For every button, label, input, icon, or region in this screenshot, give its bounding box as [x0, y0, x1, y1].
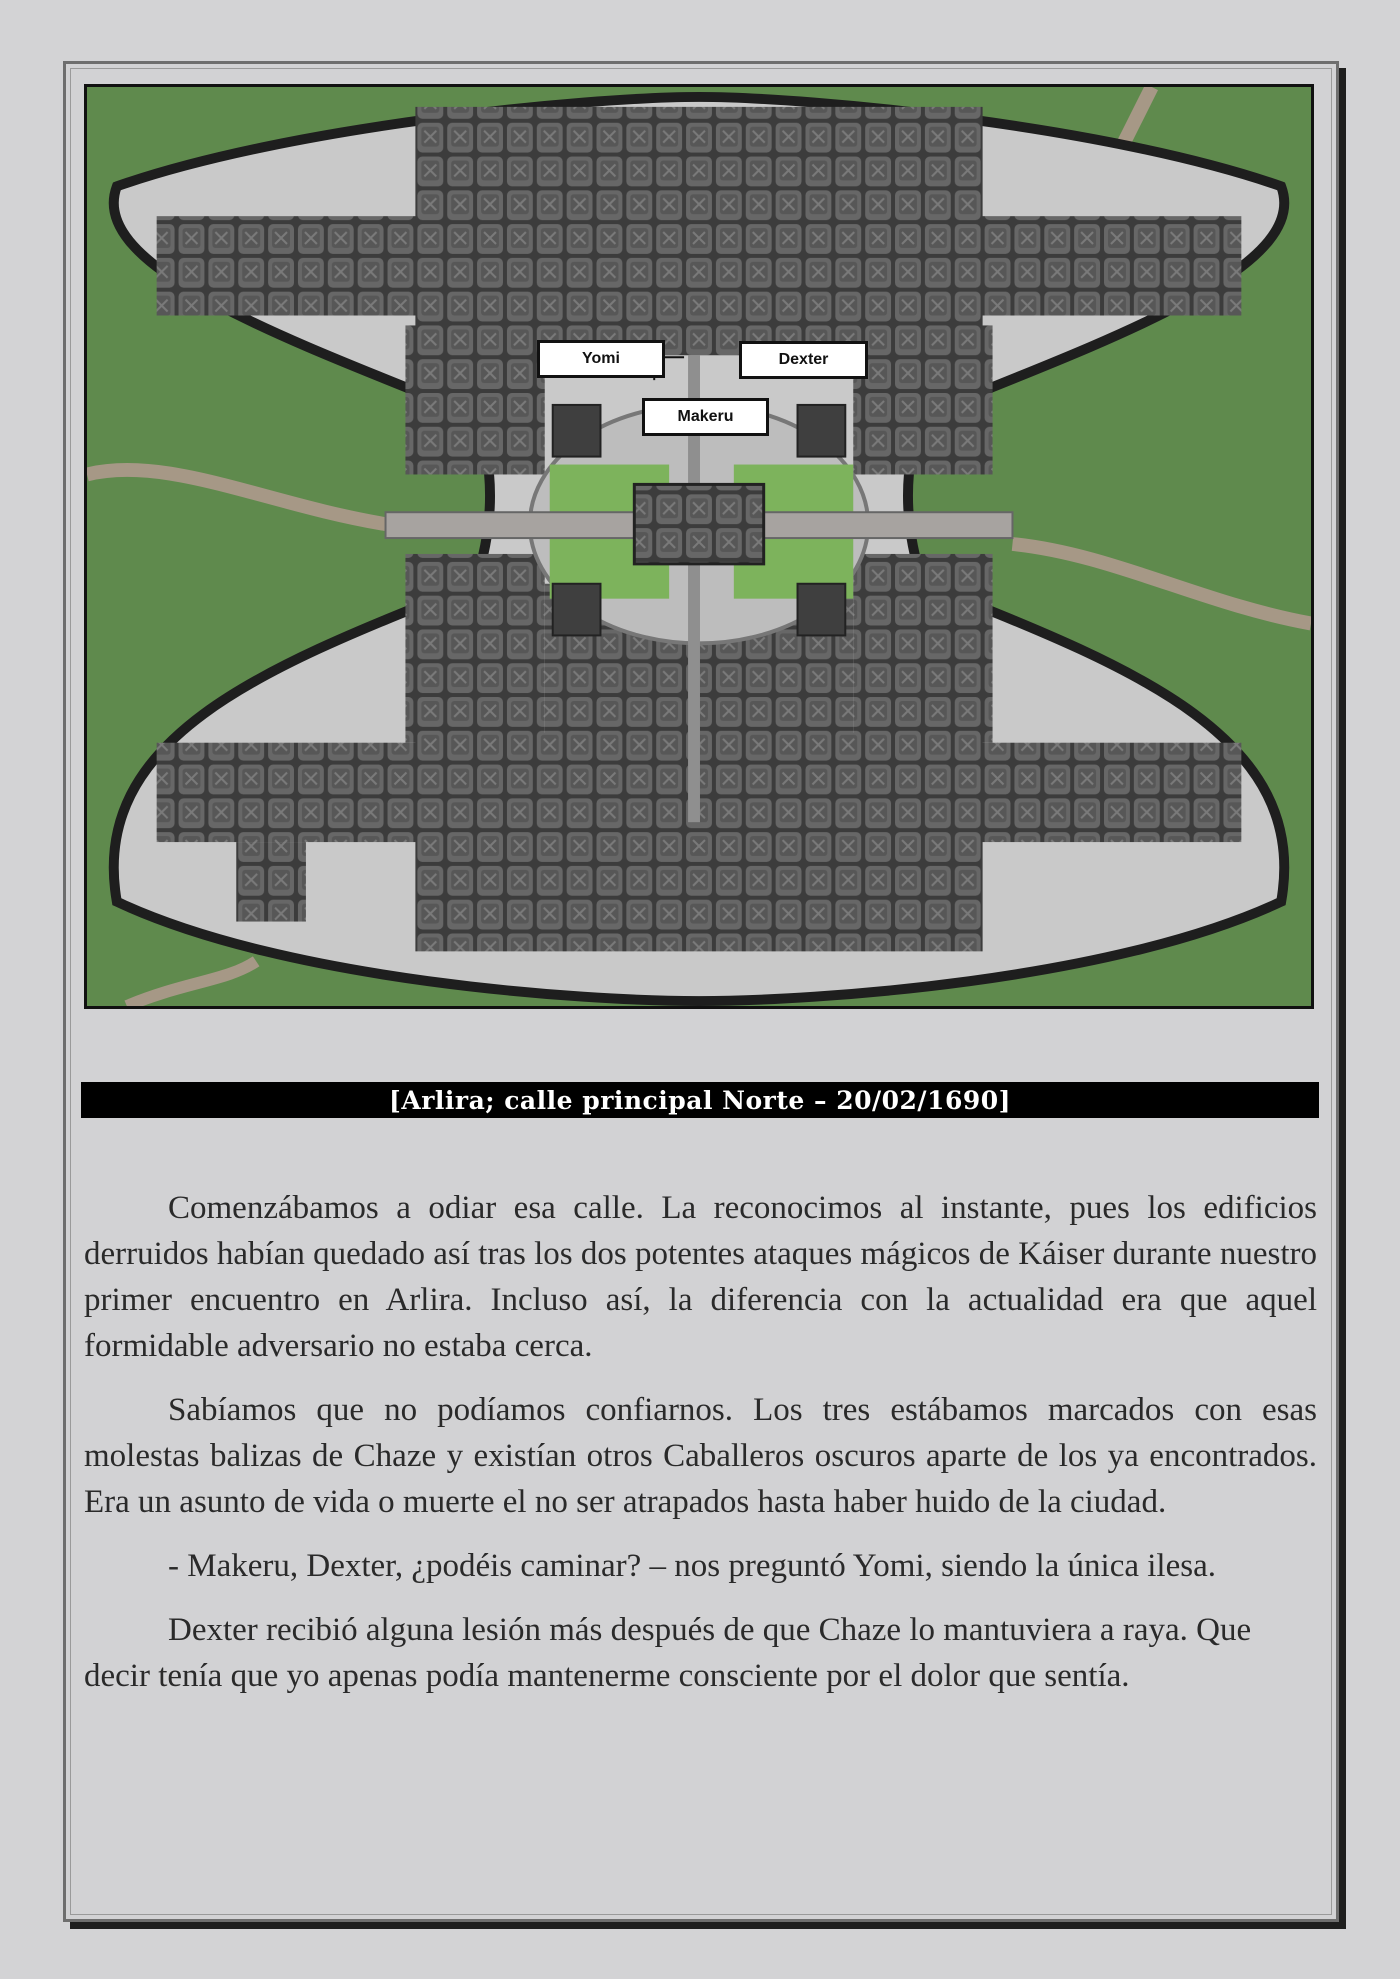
map-label-yomi: Yomi [537, 340, 665, 378]
map-label-makeru: Makeru [642, 398, 769, 436]
paragraph-2: Sabíamos que no podíamos confiarnos. Los tres estábamos marcados con esas molestas balizas de Chaze y existían otros Caballeros oscuros aparte de los ya encontrados. Era un asunto de vida o muerte el no ser atrapados hasta haber huido de la ciudad. [84, 1392, 1317, 1520]
tower-nw [553, 405, 601, 457]
chapter-location-header: [Arlira; calle principal Norte – 20/02/1690] [81, 1082, 1319, 1118]
paragraph-1: Comenzábamos a odiar esa calle. La reconocimos al instante, pues los edificios derruidos habían quedado así tras los dos potentes ataques mágicos de Káiser durante nuestro primer encuentro en Arlira. Incluso así, la diferencia con la actualidad era que aquel formidable adversario no estaba cerca. [84, 1190, 1317, 1364]
main-road-south [688, 534, 700, 822]
tower-ne [798, 405, 846, 457]
city-map-drawing [87, 87, 1311, 1006]
tower-se [798, 584, 846, 636]
paragraph-4: Dexter recibió alguna lesión más después de que Chaze lo mantuviera a raya. Que decir tenía que yo apenas podía mantenerme consciente por el dolor que sentía. [84, 1612, 1252, 1694]
story-text [84, 1185, 1317, 1717]
paragraph-3-dialogue: - Makeru, Dexter, ¿podéis caminar? – nos preguntó Yomi, siendo la única ilesa. [168, 1548, 1216, 1584]
castle [634, 484, 763, 563]
city-map-image [84, 84, 1314, 1009]
map-label-dexter: Dexter [739, 341, 868, 379]
tower-sw [553, 584, 601, 636]
